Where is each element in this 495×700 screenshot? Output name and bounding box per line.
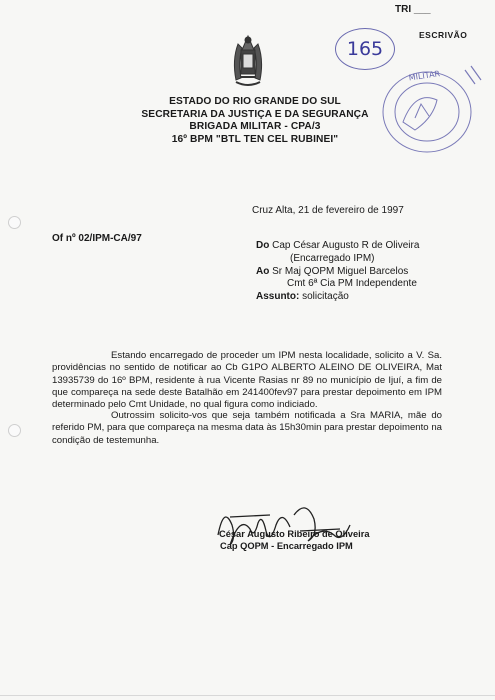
escrivao-stamp: ESCRIVÃO bbox=[419, 30, 468, 40]
seal-text: MILITAR bbox=[408, 69, 441, 83]
address-block bbox=[256, 240, 419, 304]
punch-hole bbox=[8, 216, 21, 229]
letter-date: Cruz Alta, 21 de fevereiro de 1997 bbox=[252, 205, 404, 216]
to-label: Ao bbox=[256, 265, 270, 277]
coat-of-arms-icon bbox=[228, 30, 268, 90]
paragraph-1-text: Estando encarregado de proceder um IPM nesta localidade, solicito a V. Sa. providências no sentido de notificar ao Cb G1PO ALBERTO ALEINO DE OLIVEIRA, Mat 13935739 do 16º BPM, residente à rua Vicente Rasias nr 89 no município de Ijuí, a fim de que compareça na sede deste Batalhão em 241400fev97 para prestar depoimento em IPM determinado pelo Cmt Unidade, no qual figura como indiciado. bbox=[52, 350, 442, 411]
subject-label: Assunto: bbox=[256, 291, 300, 303]
letterhead-secretariat: SECRETARIA DA JUSTIÇA E DA SEGURANÇA bbox=[141, 108, 369, 120]
letterhead bbox=[140, 96, 370, 146]
page-edge bbox=[0, 695, 495, 696]
from-name: Cap César Augusto R de Oliveira bbox=[272, 240, 420, 251]
paragraph-2-text: Outrossim solicito-vos que seja também notificada a Sra MARIA, mãe do referido PM, para que compareça na mesma data às 15h30min para prestar depoimento na condição de testemunha. bbox=[52, 410, 442, 446]
official-seal-icon bbox=[375, 60, 487, 160]
signature-role: Cap QOPM - Encarregado IPM bbox=[220, 540, 353, 551]
to-role: Cmt 6ª Cia PM Independente bbox=[287, 278, 417, 290]
letterhead-battalion: 16º BPM "BTL TEN CEL RUBINEI" bbox=[171, 133, 339, 145]
letterhead-state: ESTADO DO RIO GRANDE DO SUL bbox=[169, 96, 341, 107]
page-number: 165 bbox=[346, 38, 384, 60]
signature-block bbox=[219, 529, 370, 552]
from-role: (Encarregado IPM) bbox=[290, 252, 375, 264]
subject-value: solicitação bbox=[302, 291, 349, 303]
from-label: Do bbox=[256, 240, 270, 251]
body-paragraph-1 bbox=[52, 350, 442, 411]
to-name: Sr Maj QOPM Miguel Barcelos bbox=[272, 265, 409, 277]
top-handwritten-mark: TRI ___ bbox=[395, 4, 431, 15]
letter-reference: Of nº 02/IPM-CA/97 bbox=[52, 233, 142, 244]
body-paragraph-2 bbox=[52, 410, 442, 447]
signature-name: César Augusto Ribeiro de Oliveira bbox=[219, 529, 370, 539]
letterhead-brigade: BRIGADA MILITAR - CPA/3 bbox=[189, 121, 321, 132]
punch-hole bbox=[8, 424, 21, 437]
